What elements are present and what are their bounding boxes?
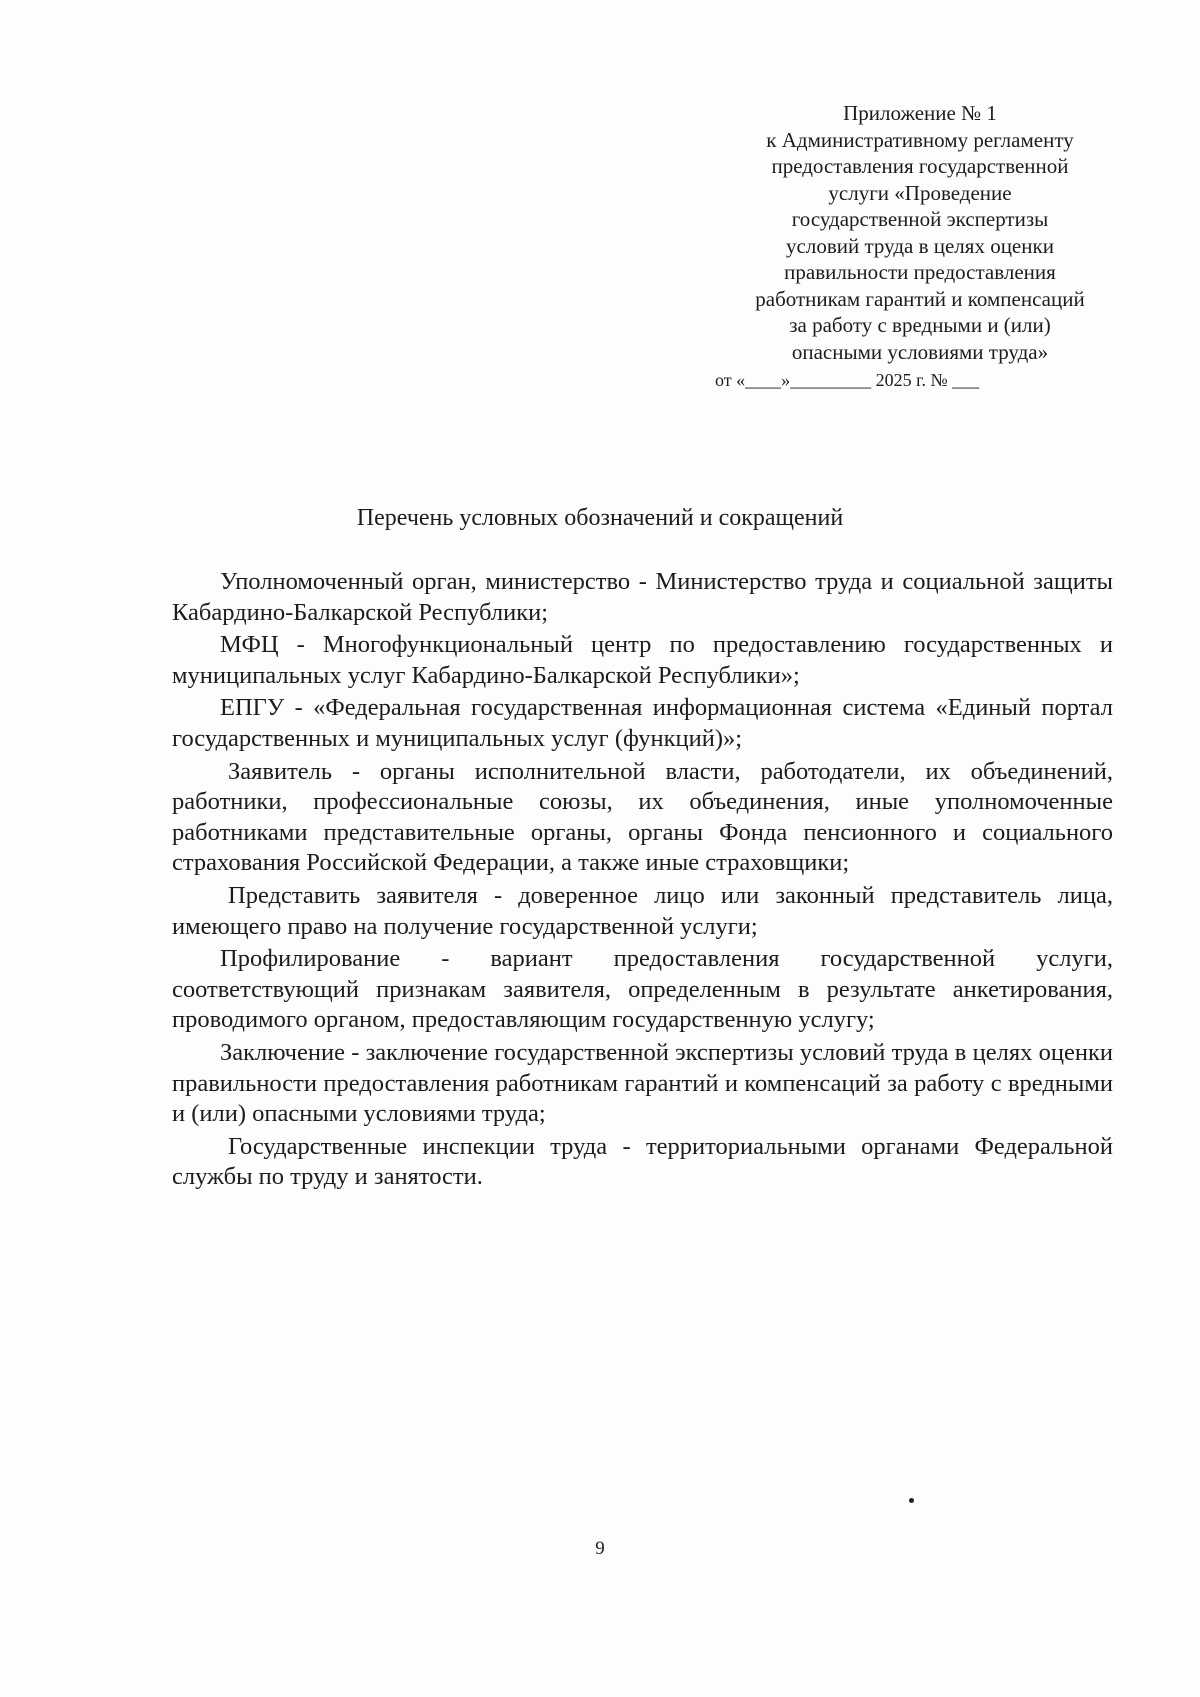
definition-paragraph: МФЦ - Многофункциональный центр по предоставлению государственных и муниципальных услуг Кабардино-Балкарской Республики»; [172,631,1113,689]
annex-header [700,100,1140,394]
definition-paragraph: Заключение - заключение государственной экспертизы условий труда в целях оценки правильности предоставления работникам гарантий и компенсаций за работу с вредными и (или) опасными условиями труда; [172,1038,1113,1128]
definition-paragraph: Профилирование - вариант предоставления государственной услуги, соответствующий признакам заявителя, определенным в результате анкетирования, проводимого органом, предоставляющим государственную услугу; [172,945,1113,1034]
definition-paragraph: Представить заявителя - доверенное лицо или законный представитель лица, имеющего право на получение государственной услуги; [172,881,1113,940]
annex-date-line: от «____»_________ 2025 г. № ___ [715,370,980,390]
annex-line: Приложение № 1 [843,101,997,125]
annex-line: государственной экспертизы [791,207,1049,231]
definition-paragraph: Уполномоченный орган, министерство - Министерство труда и социальной защиты Кабардино-Балкарской Республики; [172,568,1113,626]
scan-dot-mark [909,1498,914,1503]
annex-line: условий труда в целях оценки [786,233,1054,258]
annex-line: предоставления государственной [771,154,1069,178]
annex-line: правильности предоставления [784,260,1056,284]
document-title: Перечень условных обозначений и сокращений [356,505,844,531]
document-body [172,567,1113,1195]
annex-line: к Административному регламенту [766,127,1074,152]
definition-paragraph: Заявитель - органы исполнительной власти, работодатели, их объединений, работники, профессиональные союзы, их объединения, иные уполномоченные работниками представительные органы, органы Фонда пенсионного и социального страхования Российской Федерации, а также иные страховщики; [172,757,1113,877]
annex-line: опасными условиями труда» [791,339,1049,364]
annex-line: за работу с вредными и (или) [789,313,1051,337]
definition-paragraph: Государственные инспекции труда - территориальными органами Федеральной службы по труду и занятости. [172,1132,1113,1191]
definition-paragraph: ЕПГУ - «Федеральная государственная информационная система «Единый портал государственных и муниципальных услуг (функций)»; [172,694,1113,752]
annex-line: услуги «Проведение [828,180,1012,205]
annex-line: работникам гарантий и компенсаций [755,286,1085,311]
page-number: 9 [595,1538,605,1559]
